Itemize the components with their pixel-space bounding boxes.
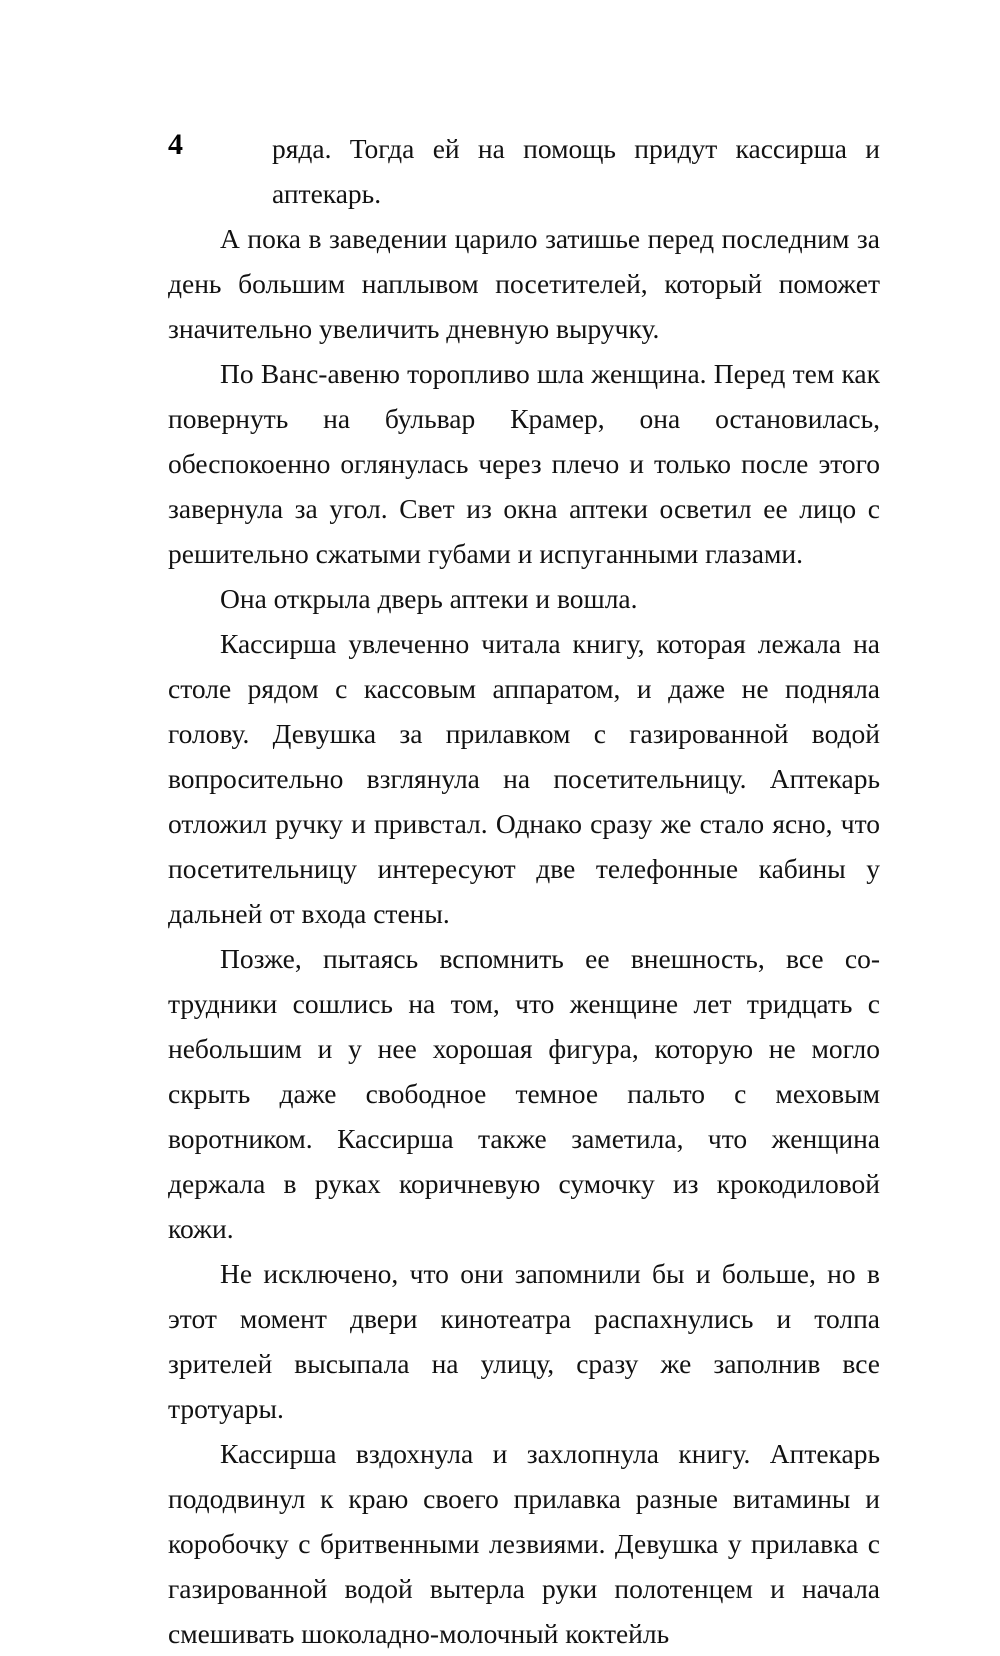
page-number: 4 <box>168 128 183 161</box>
paragraph: А пока в заведении царило затишье перед последним за день большим наплывом посетителей, который поможет значительно увеличить дневную выручку. <box>168 223 880 344</box>
paragraph: ряда. Тогда ей на помощь придут кассирша и аптекарь. <box>272 133 880 209</box>
body-text-column <box>168 126 880 1656</box>
paragraph: По Ванс-авеню торопливо шла женщина. Перед тем как повернуть на бульвар Крамер, она остановилась, обеспокоенно оглянулась через плечо и только после этого завернула за угол. Свет из окна аптеки осветил ее лицо с решительно сжатыми губами и испуганными глазами. <box>168 358 880 569</box>
paragraph: Не исключено, что они запомнили бы и больше, но в этот момент двери кинотеатра распахнулись и толпа зрителей высыпала на улицу, сразу же заполнив все тротуары. <box>168 1258 880 1424</box>
paragraph: Кассирша увлеченно читала книгу, которая лежала на столе рядом с кассовым аппаратом, и даже не подняла голову. Девушка за прилавком с газированной водой вопросительно взглянула на посетительницу. Аптекарь отложил ручку и привстал. Однако сразу же стало ясно, что посетительницу интересуют две телефонные кабины у дальней от входа стены. <box>168 628 880 929</box>
paragraph: Позже, пытаясь вспомнить ее внешность, все сотрудники сошлись на том, что женщине лет тридцать с небольшим и у нее хорошая фигура, которую не могло скрыть даже свободное темное пальто с меховым воротником. Кассирша также заметила, что женщина держала в руках коричневую сумочку из крокодиловой кожи. <box>168 943 880 1244</box>
paragraph: Кассирша вздохнула и захлопнула книгу. Аптекарь пододвинул к краю своего прилавка разные витамины и коробочку с бритвенными лезвиями. Девушка у прилавка с газированной водой вытерла руки полотенцем и начала смешивать шоколадно-молочный коктейль <box>168 1438 880 1649</box>
paragraph: Она открыла дверь аптеки и вошла. <box>220 583 638 614</box>
